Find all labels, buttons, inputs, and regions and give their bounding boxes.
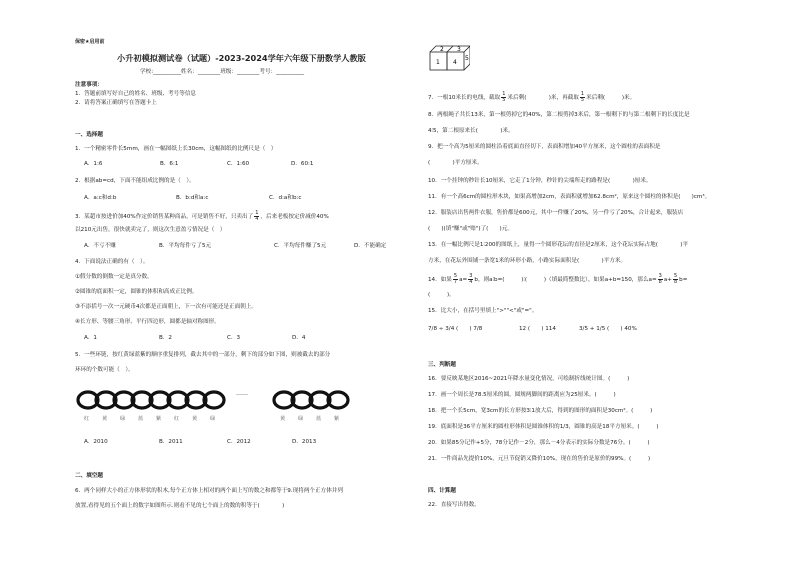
judge-item: 16．要反映某地区2016~2021年降水量变化情况，可绘制折线统计图。( ) [428, 376, 630, 382]
q4-statement-4: ④长方形、等腰三角形、平行四边形，圆都是轴对称图形。 [75, 319, 220, 325]
notes-heading: 注意事项： [75, 82, 103, 88]
fraction: $\frac{5}{8}$ [673, 273, 678, 285]
q14-text-e: b= [679, 277, 688, 283]
cube-number: 2 [440, 46, 444, 53]
q5-option-d: D．2013 [292, 439, 317, 445]
section-heading-judge: 三、判断题 [428, 362, 456, 368]
question-14 [428, 274, 687, 285]
q3-option-c: C．平均每件赚了5元 [274, 243, 327, 249]
ring-label: 绿 [120, 416, 126, 422]
q3-option-a: A．不亏不赚 [84, 243, 116, 249]
question-15: 15．比大小，在括号里填上">""<"或"="。 [428, 308, 538, 314]
question-22: 22．直接写出得数。 [428, 502, 480, 508]
ring-label: 紫 [334, 416, 340, 422]
section-heading-calc: 四、计算题 [428, 488, 456, 494]
question-3-text-a: 3．某超市按进价加40%作定价销售某种商品，可是销售不好，只卖出了 [75, 214, 254, 220]
q4-statement-3: ③不添括号一次一元硬币4次都是正面朝上，下一次有可能还是正面朝上。 [75, 304, 257, 310]
exam-page [24, 30, 774, 540]
question-9: 9．把一个高为5厘米的圆柱沿着底面直径切下，表面积增加40平方厘米，这个圆柱的表面积是 [428, 144, 661, 150]
question-11: 11．有一个高6cm的圆柱形木块，如果高增加2cm，表面积就增加62.8cm²，原来这个圆柱的体积是( )cm³。 [428, 194, 711, 200]
question-13: 13．在一幅比例尺是1∶200的图纸上，量得一个圆形花坛的直径是2厘米，这个花坛实际占地( )平 [428, 242, 689, 248]
fraction-one-fifth: $\frac{1}{5}$ [580, 91, 585, 103]
q5-option-a: A．2010 [84, 439, 108, 445]
q4-option-c: C．3 [227, 335, 241, 341]
q4-statement-1: ①假分数的倒数一定是真分数。 [75, 274, 153, 280]
q14-text-d: a+ [663, 277, 672, 283]
q3-option-d: D．不能确定 [354, 243, 387, 249]
question-8-line2: 4∶5，第二根原来长( )米。 [428, 128, 514, 134]
compare-item: 7/8 ÷ 3/4 ( ) 7/8 [428, 326, 483, 332]
ring-label: 红 [174, 416, 180, 422]
q7-text-b: 米后剩( )米，再截取 [507, 95, 579, 101]
question-12: 12．服装店出售两件衣服，售价都是600元，其中一件赚了20%，另一件亏了20%，合计起来，服装店 [428, 210, 684, 216]
fraction: $\frac{5}{7}$ [453, 273, 458, 285]
ring-label: 蓝 [316, 416, 322, 422]
q14-text-c: b，则a∶b=( )∶( )（填最简整数比），如果a+b=150，那么a= [474, 277, 657, 283]
question-3-line2: 以210元出售，很快就卖完了，则这次生意盈亏情况是（ ） [75, 227, 226, 233]
q4-option-d: D．4 [292, 335, 306, 341]
q4-option-b: B．2 [159, 335, 172, 341]
ring-label: 黄 [192, 416, 198, 422]
q4-statement-2: ②圆锥的底面积一定，圆锥的体积和高成正比例。 [75, 289, 198, 295]
question-9-line2: ( )平方厘米。 [428, 160, 483, 166]
secret-label: 保密★启用前 [75, 39, 105, 45]
question-14-line2: ( )。 [428, 292, 455, 298]
question-8: 8．两根绳子共长13米，第一根剪掉它的40%，第二根剪掉3米后，第一根剩下的与第二根剩下的长度比是 [428, 112, 690, 118]
question-2: 2．根据ab=cd，下面不能组成比例的是（ ）。 [75, 178, 195, 184]
q2-option-c: C．d:a和b:c [269, 195, 302, 201]
question-1: 1．一个精密零件长5mm，画在一幅图纸上长30cm，这幅图纸的比例尺是（ ） [75, 146, 277, 152]
question-13-line2: 方米，在花坛外围铺一条宽1米的环形小路，小路实际面积是( )平方米。 [428, 258, 627, 264]
cube-number: 5 [465, 55, 469, 62]
student-info-line: 学校:__________姓名：________班级：________考号：__________ [140, 69, 305, 75]
q1-option-d: D．60:1 [291, 161, 314, 167]
ring-ellipsis: …… [236, 390, 248, 397]
q3-option-b: B．平均每件亏了5元 [159, 243, 212, 249]
q5-option-c: C．2012 [227, 439, 251, 445]
chain-rings-figure [76, 388, 376, 428]
ring-label: 绿 [298, 416, 304, 422]
q5-option-b: B．2011 [159, 439, 183, 445]
q7-text-a: 7．一根10米长的电线，截取 [428, 95, 501, 101]
judge-item: 17．画一个周长是78.5厘米的圆，圆规两脚间的距离应为25厘米。( ) [428, 392, 616, 398]
ring-label: 红 [84, 416, 90, 422]
fraction-one-quarter: $\frac{1}{4}$ [255, 210, 259, 222]
note-item: 2．请将答案正确填写在答题卡上 [75, 100, 157, 106]
question-5: 5．一些环链，按红黄绿蓝紫的顺序重复排列，截去其中的一部分，剩下的部分如下图，则被截去的部分 [75, 352, 331, 358]
ring-label: 蓝 [138, 416, 144, 422]
judge-item: 20．如果85分记作+5分，78分记作－2分，那么－4分表示的实际分数是76分。( ) [428, 440, 650, 446]
question-10: 10．一个挂钟的秒针长10厘米，它走了1分钟，秒针的尖端所走的路程是( )厘米。 [428, 178, 652, 184]
chain-rings-svg [76, 388, 376, 412]
q14-text-b: a= [459, 277, 468, 283]
fraction: $\frac{3}{4}$ [469, 273, 473, 285]
compare-item: 3/5 + 1/5 ( ) 40% [579, 326, 637, 332]
q2-option-b: B．b:d和a:c [176, 195, 209, 201]
page-title: 小升初模拟测试卷（试题）-2023-2024学年六年级下册数学人教版 [117, 53, 366, 63]
q1-option-c: C．1:60 [227, 161, 250, 167]
fraction: $\frac{3}{8}$ [658, 273, 662, 285]
question-4: 4．下面说法正确的有（ ）。 [75, 259, 149, 265]
note-item: 1．答题前填写好自己的姓名、班级、考号等信息 [75, 91, 197, 97]
section-heading-fill: 二、填空题 [75, 473, 103, 479]
cube-number: 1 [436, 59, 440, 66]
ring-label: 绿 [210, 416, 216, 422]
cube-number: 4 [453, 59, 457, 66]
ring-label: 紫 [156, 416, 162, 422]
cubes-figure [428, 44, 470, 72]
section-heading-choice: 一、选择题 [75, 132, 103, 138]
q1-option-b: B．6:1 [160, 161, 179, 167]
q1-option-a: A．1:6 [84, 161, 103, 167]
ring-label: 黄 [102, 416, 108, 422]
q7-text-c: 米后剩( )米。 [586, 95, 636, 101]
compare-item: 12 ( ) 114 [519, 326, 556, 332]
q4-option-a: A．1 [84, 335, 97, 341]
ring-label: 黄 [280, 416, 286, 422]
question-3-text-b: ，后来老板按定价减价40% [260, 214, 329, 220]
judge-item: 21．一件商品先提价10%，元旦节促销又降价10%，现在的售价是原价的99%。( ) [428, 456, 651, 462]
judge-item: 19．底面积是36平方厘米的圆柱形体积是圆锥体积的1/3，圆锥的高是18平方厘米。( ) [428, 424, 659, 430]
question-7 [428, 92, 635, 103]
question-3 [75, 211, 329, 222]
question-5-line2: 环环的个数可能（ ）。 [75, 367, 134, 373]
q2-option-a: A．a:c和d:b [84, 195, 117, 201]
question-6: 6．两个同样大小的正方体形状的积木,每个正方体上相对的两个面上写的数之和都等于9.现将两个正方体并列 [75, 488, 343, 494]
fraction-one-fifth: $\frac{1}{5}$ [502, 91, 506, 103]
judge-item: 18．把一个长5cm，宽3cm的长方形按3∶1放大后，得到的图形的面积是30cm²。( ) [428, 408, 653, 414]
cube-number: 3 [457, 46, 461, 53]
q14-text-a: 14．如果 [428, 277, 452, 283]
question-6-line2: 放置,看得见的五个面上的数字如图所示.则看不见的七个面上的数的积等于( ) [75, 503, 285, 509]
question-12-line2: ( )(填"赚"或"赔")了( )元。 [428, 226, 513, 232]
